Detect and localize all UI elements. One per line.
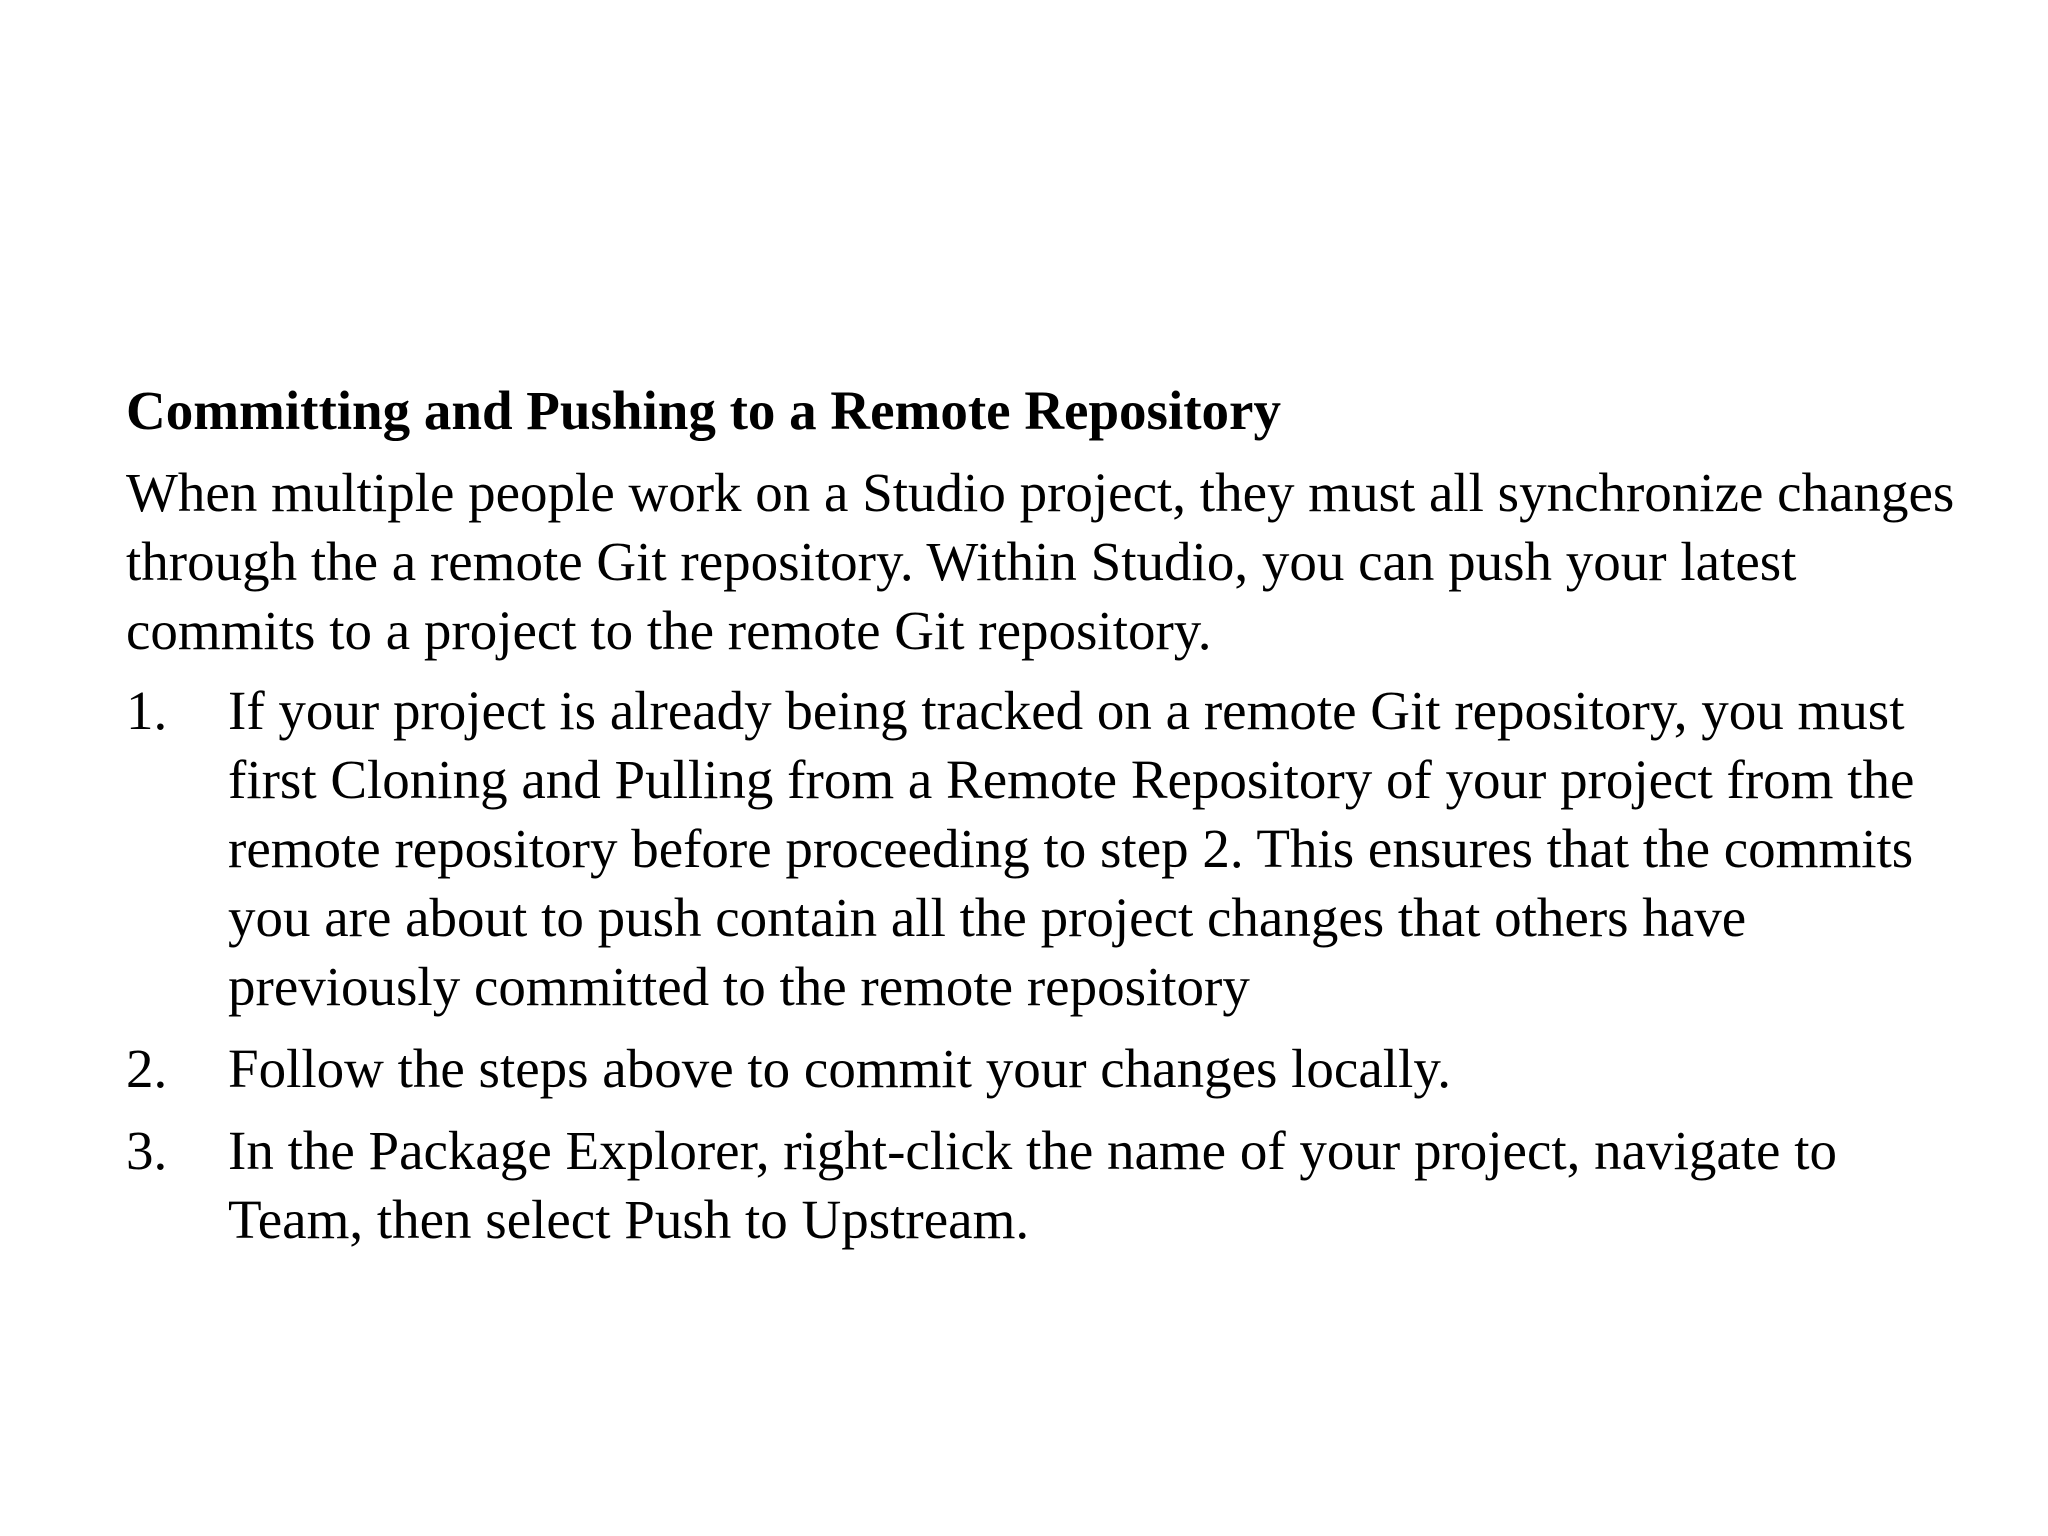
step-number: 2. xyxy=(126,1038,168,1099)
step-text: Follow the steps above to commit your changes locally. xyxy=(228,1038,1451,1099)
list-item-step-1 xyxy=(126,676,1956,1021)
step-number: 1. xyxy=(126,680,168,741)
intro-paragraph: When multiple people work on a Studio project, they must all synchronize changes through the a remote Git repository. Within Studio, you can push your latest commits to a project to the remote Git repository. xyxy=(126,462,1955,661)
step-text: In the Package Explorer, right-click the name of your project, navigate to Team, then select Push to Upstream. xyxy=(228,1120,1837,1250)
step-text: If your project is already being tracked on a remote Git repository, you must first Cloning and Pulling from a Remote Repository of your project from the remote repository before proceeding to step 2. This ensures that the commits you are about to push contain all the project changes that others have previously committed to the remote repository xyxy=(228,680,1915,1017)
step-number: 3. xyxy=(126,1120,168,1181)
section-heading: Committing and Pushing to a Remote Repository xyxy=(126,380,1281,441)
steps-list xyxy=(126,676,1956,1254)
list-item-step-2 xyxy=(126,1034,1956,1103)
list-item-step-3 xyxy=(126,1116,1956,1254)
document-content xyxy=(126,376,1956,1267)
